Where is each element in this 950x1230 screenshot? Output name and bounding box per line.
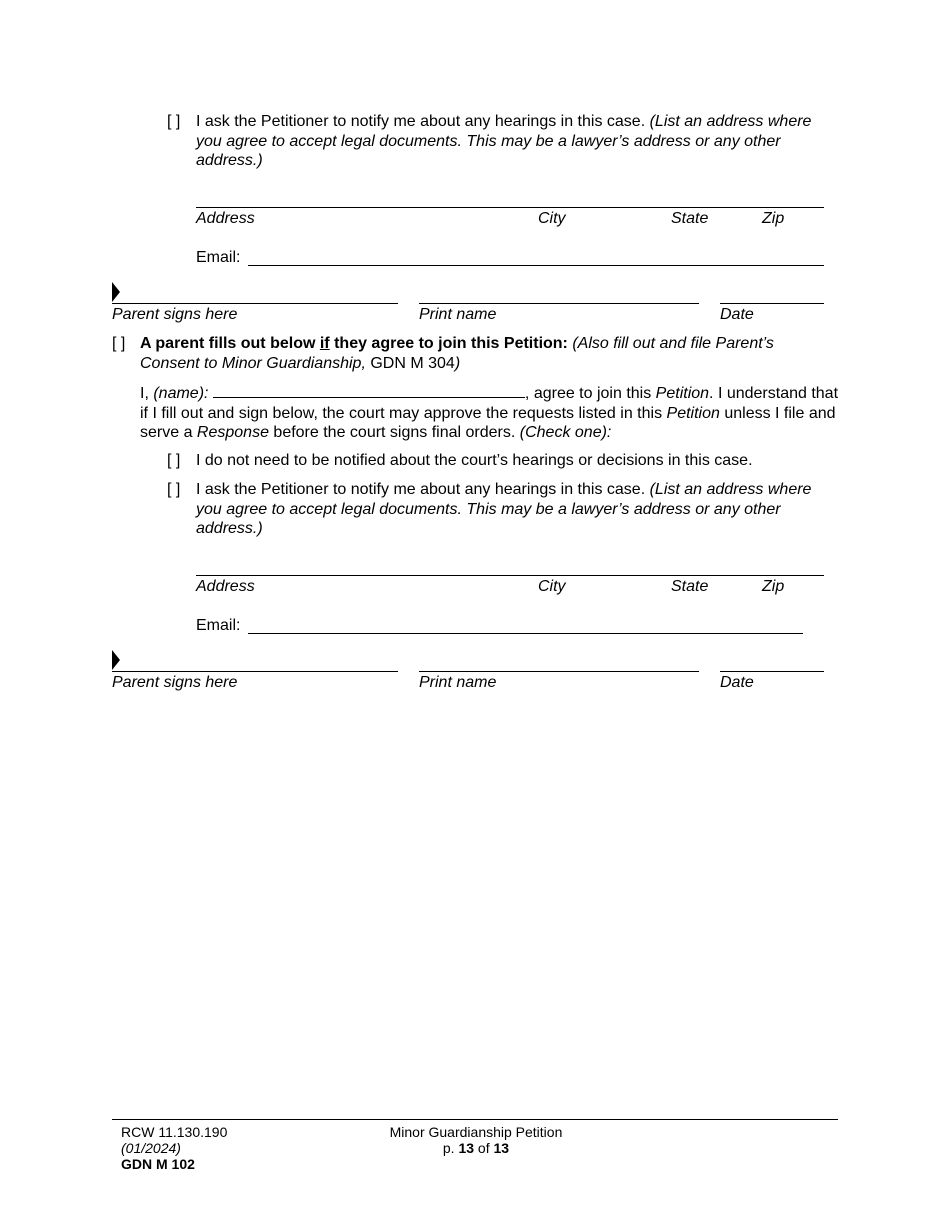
date-label-2: Date [720, 674, 754, 691]
address-line-2[interactable] [196, 575, 824, 576]
notify-paragraph-1 [196, 112, 836, 171]
signature-line-1[interactable] [112, 303, 398, 304]
date-label: Date [720, 306, 754, 323]
address-label: Address [196, 210, 255, 227]
city-label-2: City [538, 578, 566, 595]
print-name-line-2[interactable] [419, 671, 699, 672]
address-label-2: Address [196, 578, 255, 595]
footer-form-code: GDN M 102 [121, 1156, 195, 1172]
email-label-2: Email: [196, 617, 241, 634]
city-label: City [538, 210, 566, 227]
address-line-1[interactable] [196, 207, 824, 208]
sign-label: Parent signs here [112, 306, 238, 323]
email-label: Email: [196, 249, 241, 266]
email-line-1[interactable] [248, 265, 824, 266]
notify-instructions: (List an address where you agree to accept legal documents. This may be a lawyer’s address or any other address.) [196, 113, 812, 169]
print-name-line-1[interactable] [419, 303, 699, 304]
sign-label-2: Parent signs here [112, 674, 238, 691]
notify-text: I ask the Petitioner to notify me about any hearings in this case. [196, 113, 646, 130]
join-intro-paragraph: I, (name): , agree to join this Petition. I understand that if I fill out and sign below, the court may approve the requests listed in this Petition unless I file and serve a Response before the court signs final orders. (Check one): [140, 385, 839, 441]
state-label: State [671, 210, 709, 227]
name-field[interactable] [213, 383, 525, 398]
sign-here-arrow-icon [112, 282, 120, 302]
notify-paragraph-2 [196, 480, 836, 539]
sign-here-arrow-icon-2 [112, 650, 120, 670]
footer-page-number: p. 13 of 13 [442, 1140, 510, 1156]
footer-title: Minor Guardianship Petition [389, 1124, 563, 1140]
state-label-2: State [671, 578, 709, 595]
footer-left [121, 1124, 227, 1172]
zip-label-2: Zip [762, 578, 785, 595]
date-line-2[interactable] [720, 671, 824, 672]
notify-instructions-2: (List an address where you agree to accept legal documents. This may be a lawyer’s address or any other address.) [196, 481, 812, 537]
no-notify-checkbox[interactable]: [ ] [167, 452, 181, 469]
footer-date: (01/2024) [121, 1140, 181, 1156]
no-notify-text: I do not need to be notified about the court’s hearings or decisions in this case. [196, 452, 753, 469]
print-name-label-2: Print name [419, 674, 497, 691]
join-petition-heading: A parent fills out below if they agree to join this Petition: (Also fill out and file Parent’s Consent to Minor Guardianship, GDN M 304) [140, 335, 774, 372]
join-petition-checkbox[interactable]: [ ] [112, 335, 126, 352]
email-line-2[interactable] [248, 633, 803, 634]
signature-line-2[interactable] [112, 671, 398, 672]
footer-rule [112, 1119, 838, 1120]
footer-center [376, 1124, 576, 1156]
notify-checkbox-2[interactable]: [ ] [167, 481, 181, 498]
notify-checkbox-1[interactable]: [ ] [167, 113, 181, 130]
print-name-label: Print name [419, 306, 497, 323]
footer-rcw: RCW 11.130.190 [121, 1124, 228, 1140]
notify-text-2: I ask the Petitioner to notify me about any hearings in this case. [196, 481, 646, 498]
zip-label: Zip [762, 210, 785, 227]
date-line-1[interactable] [720, 303, 824, 304]
